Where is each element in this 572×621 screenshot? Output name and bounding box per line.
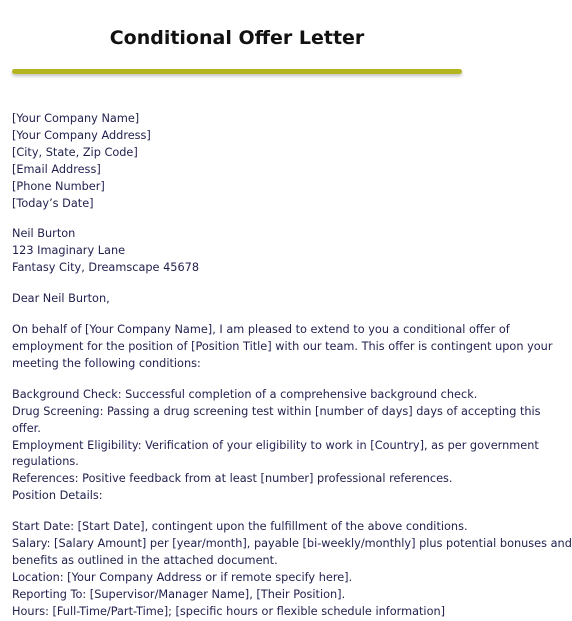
- sender-block: [12, 111, 464, 212]
- details-list: [12, 519, 572, 620]
- letter-title: Conditional Offer Letter: [109, 27, 365, 49]
- sender-company-name: [Your Company Name]: [12, 112, 140, 125]
- condition-background-check: Background Check: Successful completion of a comprehensive background check.: [12, 387, 478, 401]
- sender-city-state-zip: [City, State, Zip Code]: [12, 145, 138, 159]
- detail-reporting-to: Reporting To: [Supervisor/Manager Name], [Their Position].: [12, 587, 346, 601]
- condition-drug-screening: Drug Screening: Passing a drug screening test within [number of days] days of accepting this: [12, 404, 541, 418]
- detail-salary: Salary: [Salary Amount] per [year/month], payable [bi-weekly/monthly] plus potential bonuses and: [12, 537, 572, 551]
- detail-hours: Hours: [Full-Time/Part-Time]; [specific hours or flexible schedule information]: [12, 604, 446, 618]
- recipient-block: [12, 226, 464, 277]
- intro-line: employment for the position of [Position Title] with our team. This offer is contingent upon your: [12, 339, 553, 353]
- sender-phone: [Phone Number]: [12, 179, 105, 193]
- intro-paragraph: [12, 322, 553, 373]
- sender-email: [Email Address]: [12, 162, 101, 176]
- sender-date: [Today’s Date]: [12, 196, 94, 210]
- detail-location: Location: [Your Company Address or if remote specify here].: [12, 570, 353, 584]
- condition-references: References: Positive feedback from at least [number] professional references.: [12, 472, 453, 486]
- title-divider: [12, 69, 462, 74]
- letter-body: [12, 111, 572, 621]
- condition-drug-screening-cont: offer.: [12, 421, 41, 435]
- condition-employment-eligibility: Employment Eligibility: Verification of your eligibility to work in [Country], as per government: [12, 438, 539, 452]
- condition-employment-eligibility-cont: regulations.: [12, 455, 79, 469]
- salutation: Dear Neil Burton,: [12, 292, 110, 306]
- recipient-name: Neil Burton: [12, 227, 76, 241]
- detail-start-date: Start Date: [Start Date], contingent upon the fulfillment of the above conditions.: [12, 520, 468, 534]
- detail-salary-cont: benefits as outlined in the attached document.: [12, 553, 278, 567]
- recipient-city: Fantasy City, Dreamscape 45678: [12, 261, 200, 275]
- recipient-street: 123 Imaginary Lane: [12, 244, 126, 258]
- intro-line: meeting the following conditions:: [12, 356, 201, 370]
- intro-line: On behalf of [Your Company Name], I am pleased to extend to you a conditional offer of: [12, 323, 510, 337]
- conditions-list: [12, 387, 541, 505]
- sender-company-address: [Your Company Address]: [12, 128, 151, 142]
- position-details-heading: Position Details:: [12, 489, 103, 503]
